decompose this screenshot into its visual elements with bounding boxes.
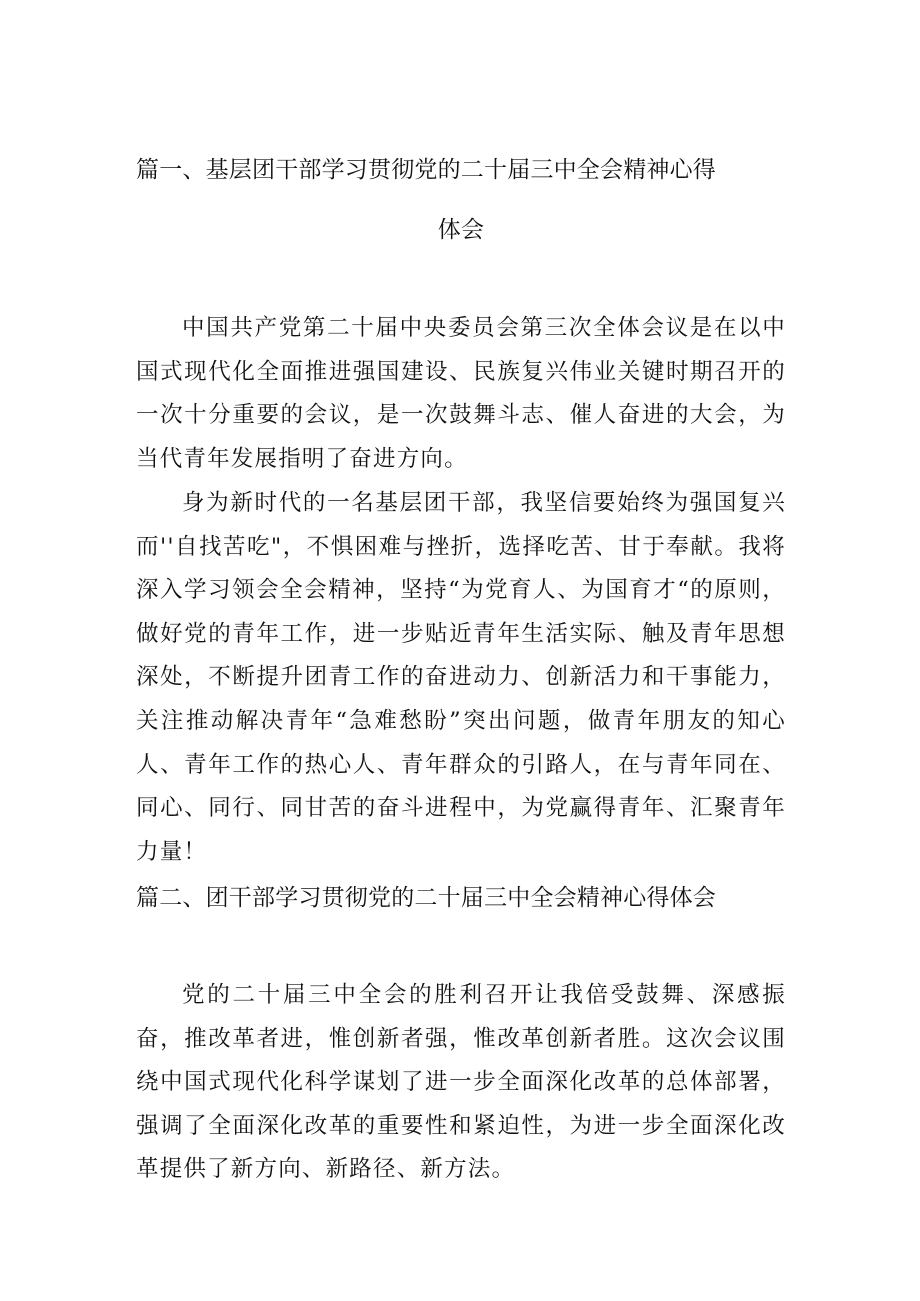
section1-title-line2: 体会: [437, 217, 485, 243]
section1-paragraph-2: 身为新时代的一名基层团干部，我坚信要始终为强国复兴而''自找苦吃"，不惧困难与挫折，选择吃苦、甘于奉献。我将深入学习领会全会精神，坚持“为党育人、为国育才“的原则，做好党的青年工作，进一步贴近青年生活实际、触及青年思想深处，不断提升团青工作的奋进动力、创新活力和干事能力，关注推动解决青年“急难愁盼”突出问题，做青年朋友的知心人、青年工作的热心人、青年群众的引路人，在与青年同在、同心、同行、同甘苦的奋斗进程中，为党赢得青年、汇聚青年力量！: [136, 490, 786, 865]
section1-title-line1: 篇一、基层团干部学习贯彻党的二十届三中全会精神心得: [136, 157, 716, 183]
section2-paragraph-1: 党的二十届三中全会的胜利召开让我倍受鼓舞、深感振奋，推改革者进，惟创新者强，惟改革创新者胜。这次会议围绕中国式现代化科学谋划了进一步全面深化改革的总体部署，强调了全面深化改革的重要性和紧迫性，为进一步全面深化改革提供了新方向、新路径、新方法。: [136, 982, 786, 1183]
section1-title: [136, 140, 796, 260]
section2-title-line: 篇二、团干部学习贯彻党的二十届三中全会精神心得体会: [136, 885, 716, 911]
section2-title: [136, 868, 796, 928]
section1-paragraph-1: 中国共产党第二十届中央委员会第三次全体会议是在以中国式现代化全面推进强国建设、民族复兴伟业关键时期召开的一次十分重要的会议，是一次鼓舞斗志、催人奋进的大会，为当代青年发展指明了奋进方向。: [136, 315, 786, 472]
